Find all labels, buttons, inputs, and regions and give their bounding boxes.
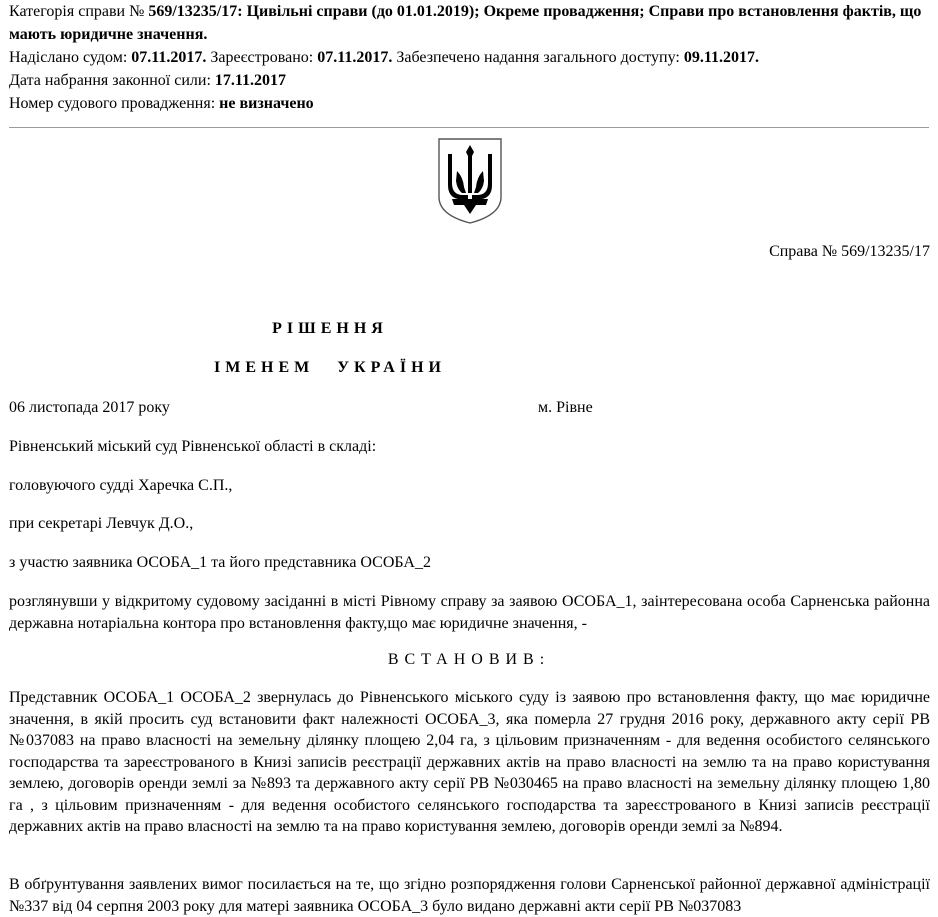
court-composition: Рівненський міський суд Рівненської області в складі: xyxy=(9,438,377,455)
access-date: 09.11.2017. xyxy=(683,49,759,66)
grounds-paragraph: В обґрунтування заявлених вимог посилається на те, що згідно розпорядження голови Сарненської районної державної адміністрації №337 від 04 серпня 2003 року для матері заявника ОСОБА_3 було видано державні акти серії РВ №037083 xyxy=(9,876,930,915)
claim-paragraph: Представник ОСОБА_1 ОСОБА_2 звернулась до Рівненського міського суду із заявою про встановлення факту, що має юридичне значення, в якій просить суд встановити факт належності ОСОБА_3, яка померла 27 грудня 2016 року, державного акту серії РВ №037083 на право власності на земельну ділянку площею 2,04 га, з цільовим призначенням - для ведення особистого селянського господарства та зареєстрованого в Книзі записів реєстрації державних актів на право власності на землю та на право користування землею, договорів оренди землі за №893 та державного акту серії РВ №030465 на право власності на земельну ділянку площею 1,80 га , з цільовим призначенням - для ведення особистого селянського господарства та зареєстрованого в Книзі записів реєстрації державних актів на право власності на землю та на право користування землею, договорів оренди землі за №894. xyxy=(9,689,930,835)
presiding-judge: головуючого судді Харечка С.П., xyxy=(9,477,233,494)
sent-date: 07.11.2017. xyxy=(131,49,207,66)
proceeding-label: Номер судового провадження: xyxy=(9,95,220,112)
considered-paragraph: розглянувши у відкритому судовому засіданні в місті Рівному справу за заявою ОСОБА_1, заінтересована особа Сарненська районна державна нотаріальна контора про встановлення факту,що має юридичне значення, - xyxy=(9,593,930,632)
effective-date-line xyxy=(9,69,930,92)
case-dates xyxy=(9,46,930,69)
decision-city: м. Рівне xyxy=(538,399,593,416)
decision-title: РІШЕННЯ xyxy=(272,320,388,337)
ukraine-trident-coat-of-arms-icon xyxy=(437,137,503,225)
case-reference: Справа № 569/13235/17 xyxy=(769,243,930,260)
effective-label: Дата набрання законної сили: xyxy=(9,72,215,89)
registered-date: 07.11.2017. xyxy=(317,49,393,66)
case-category xyxy=(9,0,930,46)
proceeding-value: не визначено xyxy=(219,95,314,112)
case-participants: з участю заявника ОСОБА_1 та його представника ОСОБА_2 xyxy=(9,554,431,571)
court-secretary: при секретарі Левчук Д.О., xyxy=(9,515,194,532)
decision-date: 06 листопада 2017 року xyxy=(9,399,170,416)
proceeding-number-line xyxy=(9,92,930,115)
resolved-heading: ВСТАНОВИВ: xyxy=(387,651,551,668)
access-label: Забезпечено надання загального доступу: xyxy=(392,49,684,66)
registered-label: Зареєстровано: xyxy=(206,49,318,66)
header-divider xyxy=(9,127,929,128)
sent-label: Надіслано судом: xyxy=(9,49,132,66)
case-category-label: Категорія справи № xyxy=(9,3,149,20)
case-metadata xyxy=(9,0,930,115)
effective-date: 17.11.2017 xyxy=(214,72,287,89)
decision-subtitle: ІМЕНЕМ УКРАЇНИ xyxy=(214,359,446,376)
case-category-value: 569/13235/17: Цивільні справи (до 01.01.2019); Окреме провадження; Справи про встановлення фактів, що мають юридичне значення. xyxy=(9,3,922,43)
